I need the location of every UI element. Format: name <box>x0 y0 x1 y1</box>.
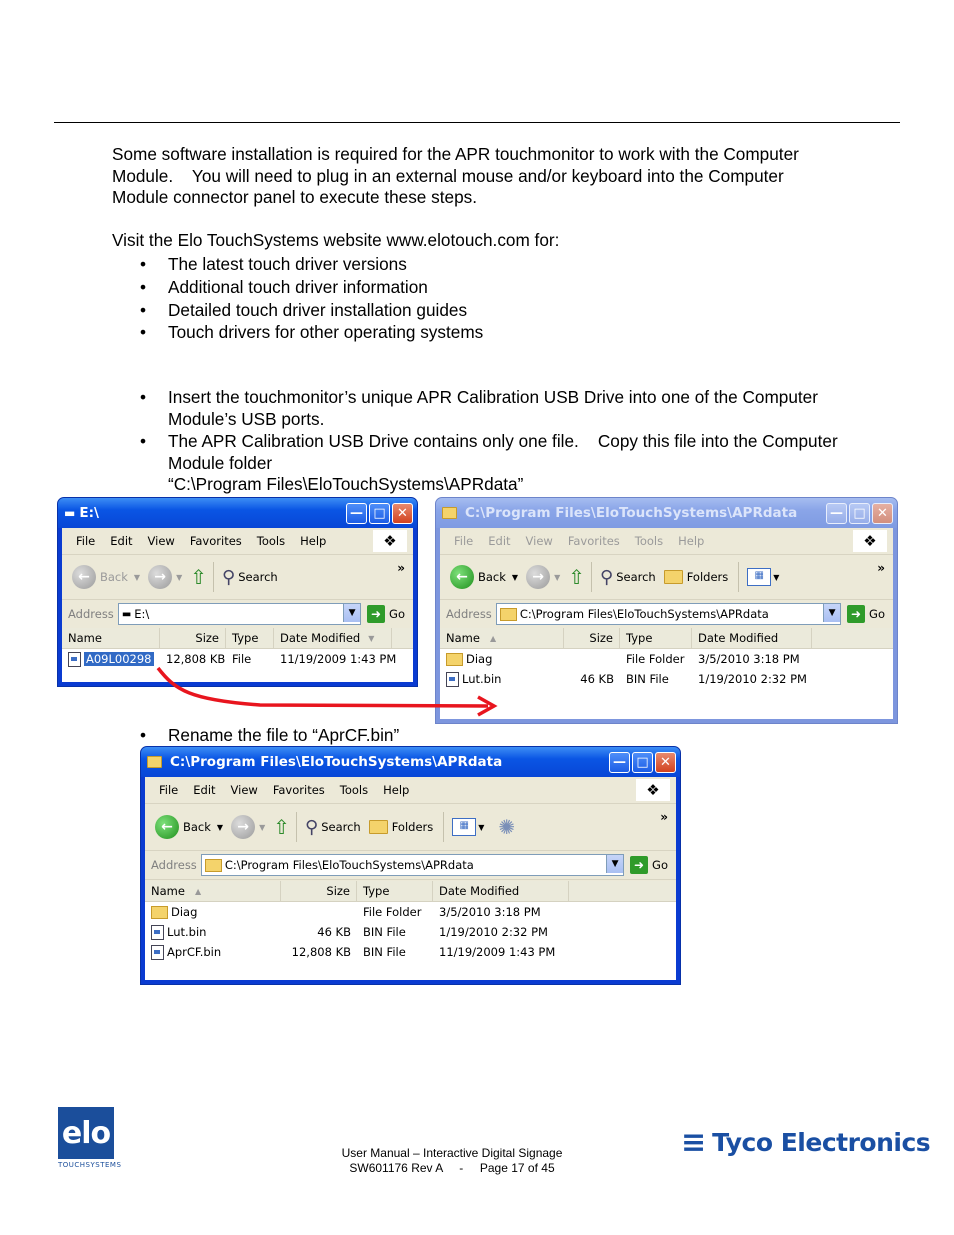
file-name: Lut.bin <box>462 671 502 686</box>
back-arrow-icon: ← <box>72 565 96 589</box>
table-row[interactable] <box>145 942 676 962</box>
forward-dropdown-icon[interactable]: ▼ <box>554 572 561 582</box>
table-row[interactable] <box>145 922 676 942</box>
go-arrow-icon: ➜ <box>630 856 648 874</box>
rename-step-list <box>140 724 399 747</box>
menu-favorites[interactable]: Favorites <box>567 534 620 548</box>
sort-arrow-icon: ▼ <box>368 633 375 643</box>
file-name-cell <box>145 925 281 940</box>
address-dropdown-icon[interactable]: ▼ <box>606 855 623 873</box>
window-title: E:\ <box>79 505 99 521</box>
file-name: Diag <box>466 652 493 666</box>
menu-tools[interactable]: Tools <box>339 783 369 797</box>
column-name-label: Name <box>446 631 480 645</box>
back-dropdown-icon[interactable]: ▼ <box>511 572 519 582</box>
address-value: E:\ <box>134 607 150 621</box>
back-arrow-icon: ← <box>155 815 179 839</box>
table-row[interactable] <box>145 902 676 922</box>
file-size: 46 KB <box>317 925 351 939</box>
file-name-cell <box>145 905 281 919</box>
file-date: 3/5/2010 3:18 PM <box>698 652 800 666</box>
address-label: Address <box>151 858 197 872</box>
file-name: AprCF.bin <box>167 944 222 959</box>
folders-label: Folders <box>391 820 434 834</box>
toolbar-separator <box>443 812 444 842</box>
back-button[interactable] <box>155 815 223 839</box>
intro-line-2: Module. You will need to plug in an external mouse and/or keyboard into the Computer <box>112 165 784 186</box>
tyco-logo <box>681 1125 930 1160</box>
menu-edit[interactable]: Edit <box>193 783 216 797</box>
window-body <box>145 777 676 980</box>
drive-small-icon: ▬ <box>121 608 132 620</box>
address-dropdown-icon[interactable]: ▼ <box>823 604 840 622</box>
up-folder-icon[interactable]: ⇧ <box>568 565 585 589</box>
intro-line-1: Some software installation is required for the APR touchmonitor to work with the Computer <box>112 144 799 164</box>
file-icon <box>151 945 164 960</box>
views-button[interactable] <box>452 818 484 836</box>
step2-line-2: Module folder <box>168 452 273 473</box>
forward-arrow-icon: → <box>148 565 172 589</box>
forward-button[interactable] <box>231 815 265 839</box>
views-icon: ▦ <box>452 818 476 836</box>
menu-view[interactable]: View <box>230 783 258 797</box>
column-date-modified[interactable]: Date Modified <box>433 881 569 901</box>
file-date: 11/19/2009 1:43 PM <box>439 945 556 959</box>
address-value: C:\Program Files\EloTouchSystems\APRdata <box>519 607 769 621</box>
file-name: Lut.bin <box>167 924 207 939</box>
menu-view[interactable]: View <box>525 534 553 548</box>
menu-tools[interactable]: Tools <box>256 534 286 548</box>
up-folder-icon[interactable]: ⇧ <box>190 565 207 589</box>
back-dropdown-icon[interactable]: ▼ <box>133 572 141 582</box>
windows-logo-icon: ❖ <box>636 779 670 801</box>
toolbar-overflow-icon[interactable]: » <box>397 561 405 575</box>
close-button[interactable]: ✕ <box>392 503 413 524</box>
file-size: 12,808 KB <box>291 945 351 959</box>
go-arrow-icon: ➜ <box>847 605 865 623</box>
menu-bar <box>145 777 676 804</box>
back-label: Back <box>183 820 211 834</box>
folders-button[interactable] <box>369 820 434 834</box>
go-button[interactable] <box>630 856 668 874</box>
file-name-cell <box>145 945 281 960</box>
file-type: BIN File <box>363 945 406 959</box>
search-icon: ⚲ <box>222 566 236 588</box>
file-date: 3/5/2010 3:18 PM <box>439 905 541 919</box>
menu-file[interactable]: File <box>159 783 179 797</box>
address-bar <box>145 851 676 880</box>
back-dropdown-icon[interactable]: ▼ <box>216 822 224 832</box>
column-type[interactable]: Type <box>226 628 274 648</box>
tyco-logo-text: Tyco Electronics <box>712 1128 931 1157</box>
list-item: • The latest touch driver versions <box>140 253 483 276</box>
back-arrow-icon: ← <box>450 565 474 589</box>
column-headers <box>145 881 676 902</box>
views-icon: ▦ <box>747 568 771 586</box>
folder-icon <box>151 906 168 919</box>
menu-help[interactable]: Help <box>300 534 327 548</box>
windows-logo-icon: ❖ <box>853 530 887 552</box>
list-item: • Touch drivers for other operating systems <box>140 321 483 344</box>
column-size[interactable]: Size <box>160 628 226 648</box>
step2-line-1: The APR Calibration USB Drive contains only one file. Copy this file into the Computer <box>168 431 838 451</box>
folders-label: Folders <box>686 570 729 584</box>
elo-logo-subtext: TOUCHSYSTEMS <box>58 1161 122 1169</box>
file-list <box>145 881 676 980</box>
list-item: • Detailed touch driver installation guides <box>140 299 483 322</box>
toolbar <box>145 804 676 851</box>
address-label: Address <box>446 607 492 621</box>
file-type: BIN File <box>363 925 406 939</box>
forward-dropdown-icon[interactable]: ▼ <box>259 822 266 832</box>
folder-icon <box>147 756 162 768</box>
menu-tools[interactable]: Tools <box>634 534 664 548</box>
step1-line-2: Module’s USB ports. <box>168 408 325 429</box>
tyco-logo-mark-icon: ≡ <box>681 1125 707 1160</box>
go-label: Go <box>389 607 405 621</box>
file-icon <box>151 925 164 940</box>
sort-arrow-icon: ▲ <box>489 633 497 643</box>
forward-arrow-icon: → <box>526 565 550 589</box>
intro-line-3: Module connector panel to execute these steps. <box>112 187 477 207</box>
views-dropdown-icon: ▼ <box>773 572 780 582</box>
search-label: Search <box>238 570 278 584</box>
views-dropdown-icon: ▼ <box>478 822 485 832</box>
file-date: 11/19/2009 1:43 PM <box>280 652 397 666</box>
file-type: BIN File <box>626 672 669 686</box>
drive-icon: ▬ <box>64 506 76 520</box>
copy-arrow-line <box>158 668 488 706</box>
window-title: C:\Program Files\EloTouchSystems\APRdata <box>170 754 503 770</box>
column-name-label: Name <box>151 884 185 898</box>
file-type: File Folder <box>363 905 422 919</box>
menu-file[interactable]: File <box>76 534 96 548</box>
step2-line-3: “C:\Program Files\EloTouchSystems\APRdata” <box>168 474 524 494</box>
menu-edit[interactable]: Edit <box>110 534 133 548</box>
menu-help[interactable]: Help <box>678 534 705 548</box>
footer-page-info: SW601176 Rev A - Page 17 of 45 <box>349 1161 555 1175</box>
maximize-button[interactable]: □ <box>632 752 653 773</box>
search-label: Search <box>321 820 361 834</box>
file-size: 12,808 KB <box>166 652 226 666</box>
column-date-label: Date Modified <box>280 631 361 645</box>
search-button[interactable] <box>305 817 361 838</box>
file-date: 1/19/2010 2:32 PM <box>439 925 548 939</box>
address-label: Address <box>68 607 114 621</box>
minimize-button[interactable]: — <box>346 503 367 524</box>
address-dropdown-icon[interactable]: ▼ <box>343 604 360 622</box>
minimize-button[interactable]: — <box>826 503 847 524</box>
menu-file[interactable]: File <box>454 534 474 548</box>
minimize-button[interactable]: — <box>609 752 630 773</box>
go-arrow-icon: ➜ <box>367 605 385 623</box>
search-icon: ⚲ <box>600 566 614 588</box>
menu-help[interactable]: Help <box>383 783 410 797</box>
menu-favorites[interactable]: Favorites <box>272 783 325 797</box>
folder-sync-icon[interactable]: ✺ <box>498 815 516 839</box>
maximize-button[interactable]: □ <box>369 503 390 524</box>
step-rename-file: • Rename the file to “AprCF.bin” <box>140 724 399 747</box>
search-icon: ⚲ <box>305 816 319 838</box>
toolbar-overflow-icon[interactable]: » <box>877 561 885 575</box>
column-type[interactable]: Type <box>357 881 433 901</box>
go-label: Go <box>869 607 885 621</box>
back-label: Back <box>100 570 128 584</box>
file-size: 46 KB <box>580 672 614 686</box>
file-date: 1/19/2010 2:32 PM <box>698 672 807 686</box>
file-type: File Folder <box>626 652 685 666</box>
list-item: • Additional touch driver information <box>140 276 483 299</box>
close-button[interactable]: ✕ <box>655 752 676 773</box>
back-label: Back <box>478 570 506 584</box>
column-date-modified[interactable]: Date Modified <box>692 628 812 648</box>
window-title: C:\Program Files\EloTouchSystems\APRdata <box>465 505 798 521</box>
address-input[interactable] <box>201 854 624 876</box>
title-bar <box>141 747 680 777</box>
toolbar-separator <box>296 812 297 842</box>
sort-arrow-icon: ▲ <box>194 886 202 896</box>
menu-view[interactable]: View <box>147 534 175 548</box>
windows-logo-icon: ❖ <box>373 530 407 552</box>
column-name[interactable]: Name <box>62 628 160 648</box>
file-name: A09L00298 <box>86 651 152 666</box>
column-size[interactable]: Size <box>281 881 357 901</box>
file-name: Diag <box>171 905 198 919</box>
up-folder-icon[interactable]: ⇧ <box>273 815 290 839</box>
column-type[interactable]: Type <box>620 628 692 648</box>
explorer-window-aprdata-renamed <box>140 746 681 985</box>
forward-arrow-icon: → <box>231 815 255 839</box>
elo-logo-mark: elo <box>58 1107 114 1159</box>
file-type: File <box>232 652 252 666</box>
visit-text: Visit the Elo TouchSystems website www.elotouch.com for: <box>112 230 560 250</box>
footer-title: User Manual – Interactive Digital Signage <box>341 1146 563 1160</box>
search-label: Search <box>616 570 656 584</box>
forward-dropdown-icon[interactable]: ▼ <box>176 572 183 582</box>
toolbar-overflow-icon[interactable]: » <box>660 810 668 824</box>
menu-edit[interactable]: Edit <box>488 534 511 548</box>
address-value: C:\Program Files\EloTouchSystems\APRdata <box>224 858 474 872</box>
column-size[interactable]: Size <box>564 628 620 648</box>
go-label: Go <box>652 858 668 872</box>
folder-small-icon <box>205 859 222 872</box>
column-name[interactable] <box>145 881 281 901</box>
close-button[interactable]: ✕ <box>872 503 893 524</box>
folders-icon <box>369 820 388 834</box>
maximize-button[interactable]: □ <box>849 503 870 524</box>
menu-favorites[interactable]: Favorites <box>189 534 242 548</box>
step1-line-1: Insert the touchmonitor’s unique APR Calibration USB Drive into one of the Computer <box>168 387 818 407</box>
